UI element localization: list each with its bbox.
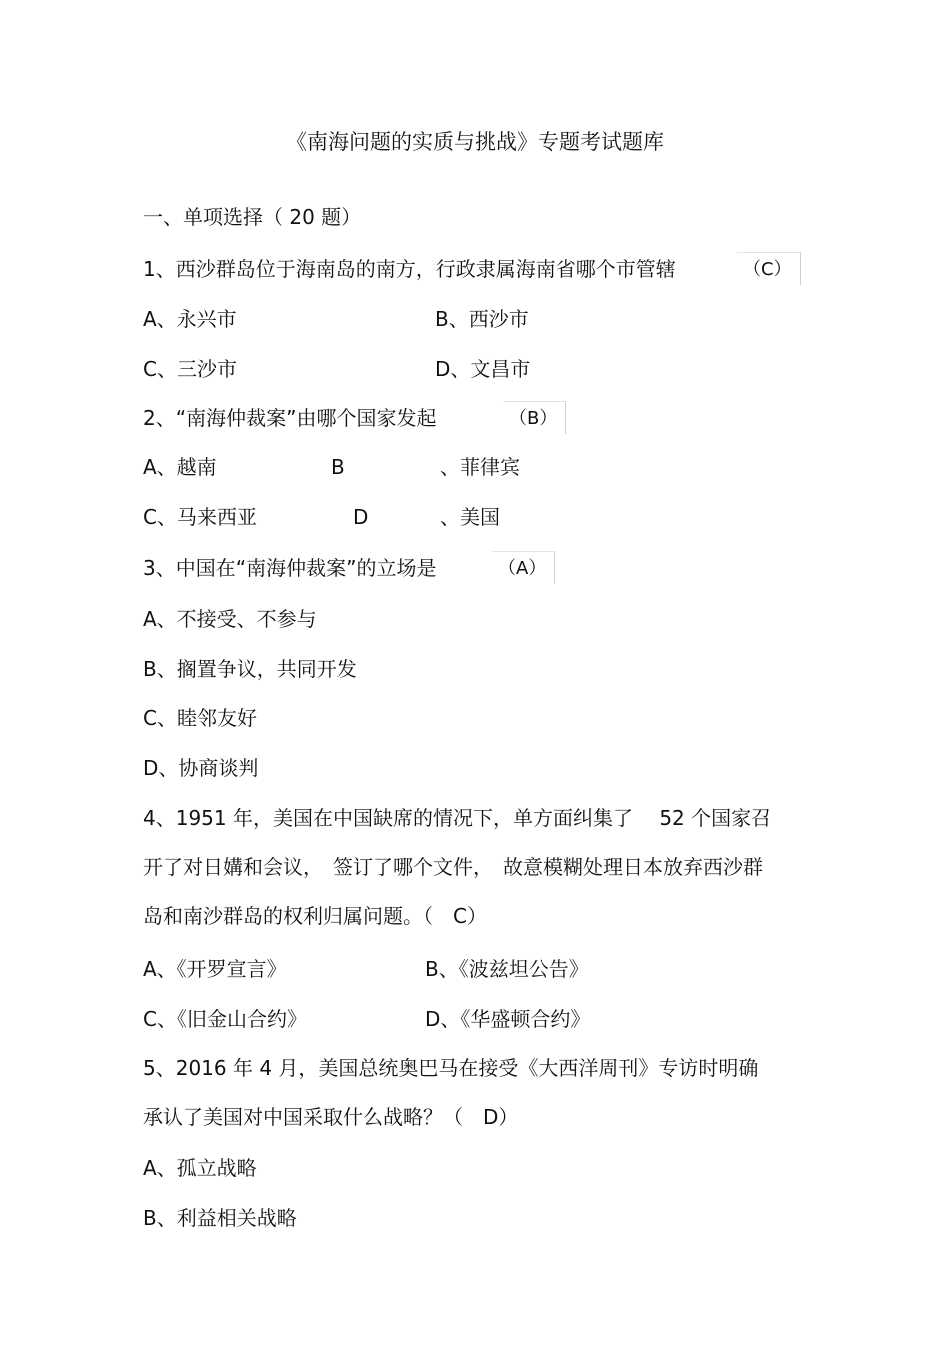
q1-answer-box: （C） bbox=[737, 252, 801, 285]
q1-option-b: B、西沙市 bbox=[435, 307, 529, 331]
q2-option-c: C、马来西亚 bbox=[143, 505, 257, 529]
q2-option-d-text: 、美国 bbox=[440, 505, 500, 529]
q5-option-b: B、利益相关战略 bbox=[143, 1206, 297, 1230]
q4-option-a: A、《开罗宣言》 bbox=[143, 957, 287, 981]
q3-option-b: B、搁置争议，共同开发 bbox=[143, 657, 357, 681]
q2-answer-box: （B） bbox=[503, 401, 566, 434]
q5-option-a: A、孤立战略 bbox=[143, 1156, 257, 1180]
q5-stem-line2: 承认了美国对中国采取什么战略？（ D） bbox=[143, 1105, 519, 1129]
q2-option-b-text: 、菲律宾 bbox=[440, 455, 520, 479]
q4-stem-line3: 岛和南沙群岛的权利归属问题。（ C） bbox=[143, 904, 487, 928]
q4-stem-line1: 4、1951 年，美国在中国缺席的情况下，单方面纠集了 52 个国家召 bbox=[143, 806, 772, 830]
q1-option-a: A、永兴市 bbox=[143, 307, 237, 331]
q1-option-c: C、三沙市 bbox=[143, 357, 237, 381]
q4-option-c: C、《旧金山合约》 bbox=[143, 1007, 307, 1031]
q1-stem: 1、西沙群岛位于海南岛的南方，行政隶属海南省哪个市管辖 bbox=[143, 257, 676, 281]
q4-option-b: B、《波兹坦公告》 bbox=[425, 957, 589, 981]
q3-answer-box: （A） bbox=[492, 551, 555, 584]
section-heading: 一、单项选择（ 20 题） bbox=[143, 205, 362, 229]
q2-option-b-letter: B bbox=[331, 455, 345, 479]
q3-stem: 3、中国在“南海仲裁案”的立场是 bbox=[143, 556, 437, 580]
q2-stem: 2、“南海仲裁案”由哪个国家发起 bbox=[143, 406, 437, 430]
q2-option-d-letter: D bbox=[353, 505, 369, 529]
document-title: 《南海问题的实质与挑战》专题考试题库 bbox=[286, 130, 664, 154]
q3-option-a: A、不接受、不参与 bbox=[143, 607, 317, 631]
q3-option-d: D、协商谈判 bbox=[143, 756, 259, 780]
q5-stem-line1: 5、2016 年 4 月，美国总统奥巴马在接受《大西洋周刊》专访时明确 bbox=[143, 1056, 759, 1080]
q3-option-c: C、睦邻友好 bbox=[143, 706, 257, 730]
q2-option-a: A、越南 bbox=[143, 455, 217, 479]
q4-option-d: D、《华盛顿合约》 bbox=[425, 1007, 591, 1031]
q1-option-d: D、文昌市 bbox=[435, 357, 531, 381]
q4-stem-line2: 开了对日媾和会议， 签订了哪个文件， 故意模糊处理日本放弃西沙群 bbox=[143, 855, 763, 879]
